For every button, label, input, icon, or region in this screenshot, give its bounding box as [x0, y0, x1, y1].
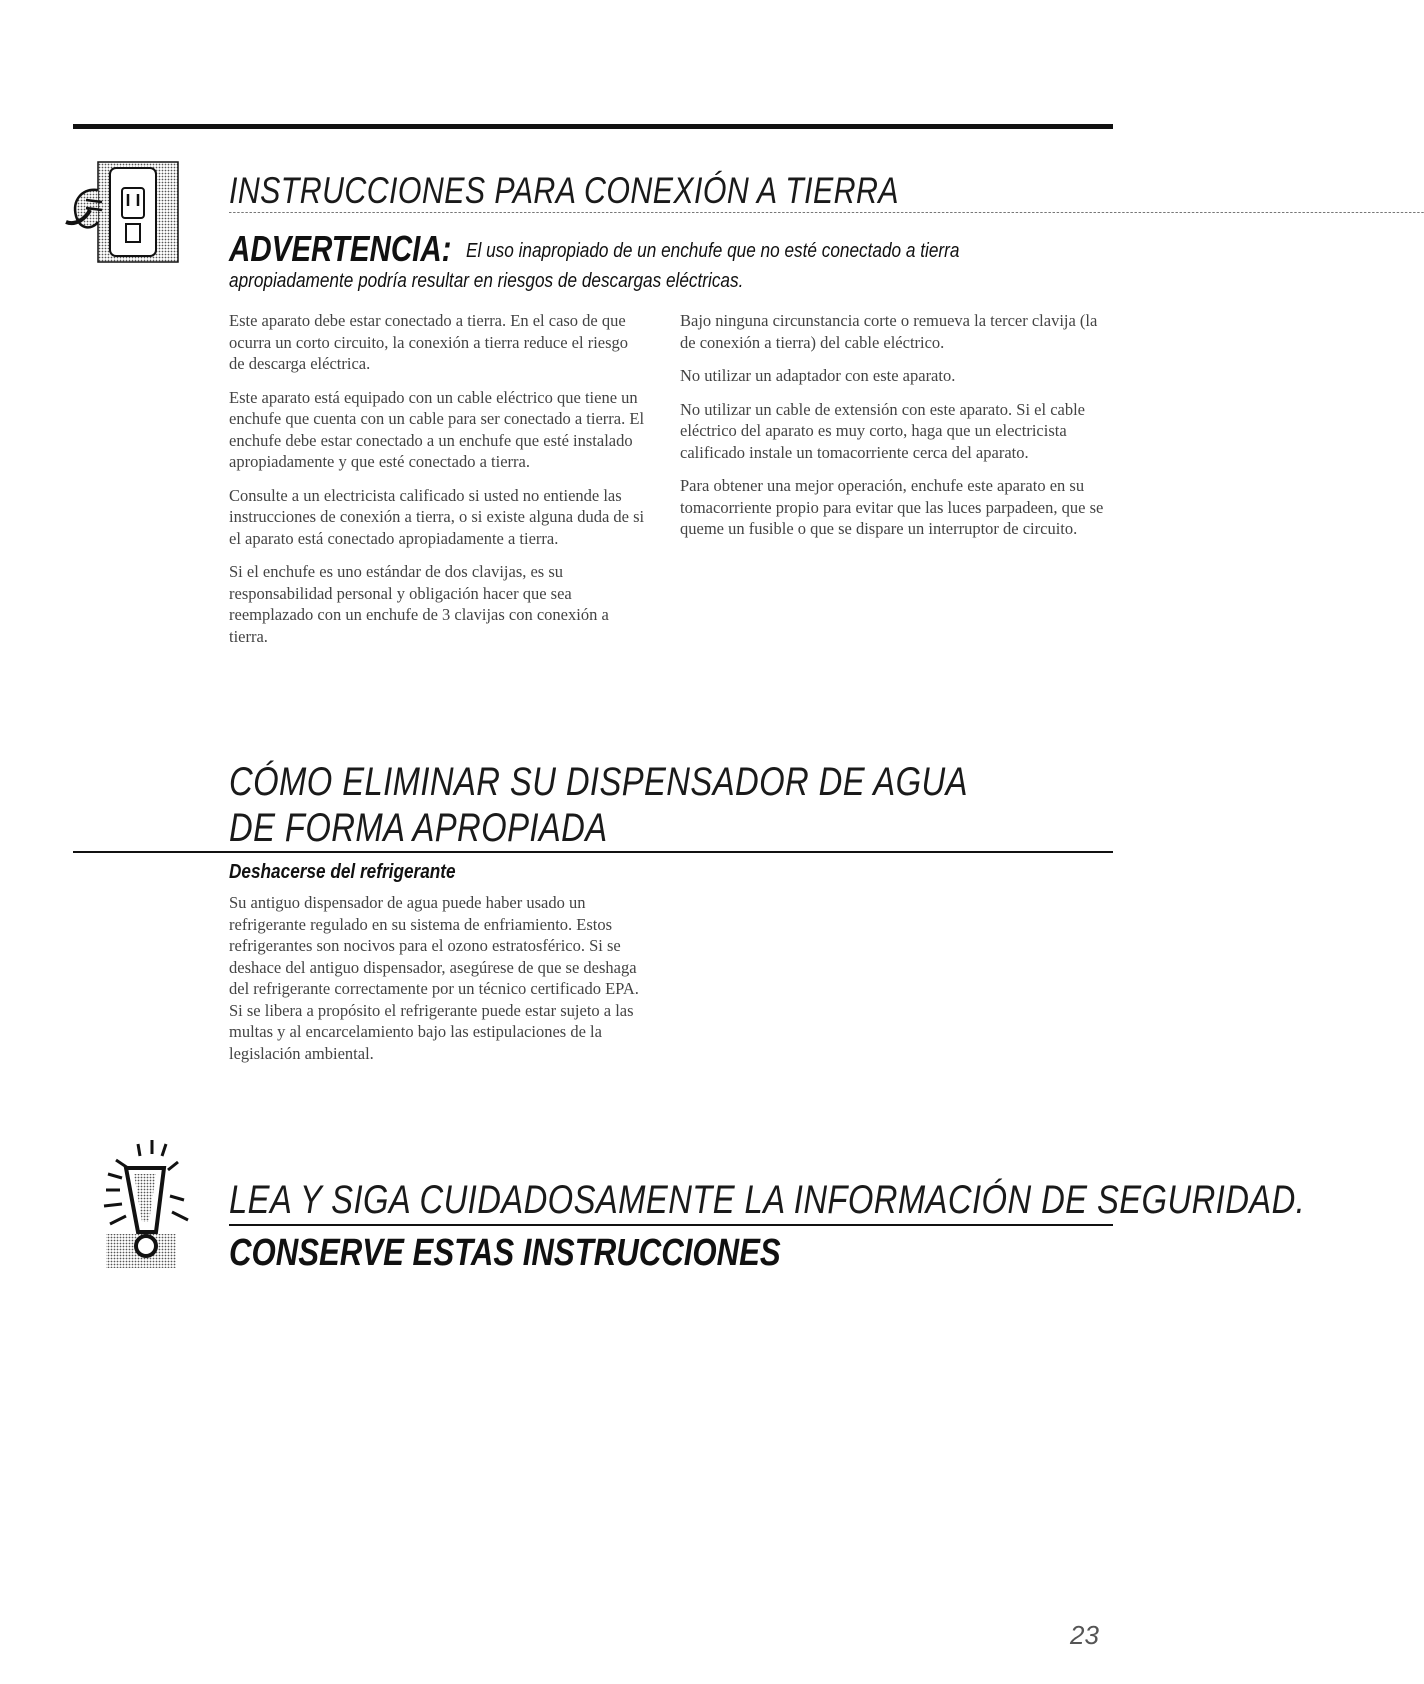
ground-left-column	[229, 310, 647, 659]
ground-paragraph: Para obtener una mejor operación, enchufe este aparato en su tomacorriente propio para evitar que las luces parpadeen, que se queme un fusible o que se dispare un interruptor de circuito.	[680, 476, 1104, 538]
disposal-column	[229, 892, 639, 1076]
ground-paragraph: No utilizar un cable de extensión con este aparato. Si el cable eléctrico del aparato es muy corto, haga que un electricista calificado instale un tomacorriente cerca del aparato.	[680, 399, 1086, 462]
disposal-title-line1: CÓMO ELIMINAR SU DISPENSADOR DE AGUA	[229, 760, 968, 804]
ground-paragraph: No utilizar un adaptador con este aparato.	[680, 366, 956, 385]
ground-paragraph: Consulte a un electricista calificado si usted no entiende las instrucciones de conexión a tierra, o si existe alguna duda de si el aparato está conectado apropiadamente a tierra.	[229, 485, 645, 548]
safety-rule	[229, 1224, 1113, 1226]
page-number: 23	[1070, 1620, 1099, 1650]
disposal-title-line2: DE FORMA APROPIADA	[229, 806, 608, 850]
ground-paragraph: Si el enchufe es uno estándar de dos clavijas, es su responsabilidad personal y obligación hacer que sea reemplazado con un enchufe de 3 clavijas con conexión a tierra.	[229, 562, 609, 646]
top-rule	[73, 124, 1113, 129]
ground-paragraph: Este aparato debe estar conectado a tierra. En el caso de que ocurra un corto circuito, la conexión a tierra reduce el riesgo de descarga eléctrica.	[229, 311, 629, 373]
warning-text-line1: El uso inapropiado de un enchufe que no esté conectado a tierra	[466, 240, 960, 262]
ground-paragraph: Este aparato está equipado con un cable eléctrico que tiene un enchufe que cuenta con un cable para ser conectado a tierra. El enchufe debe estar conectado a un enchufe que esté instalado apropiadamente y que esté conectado a tierra.	[229, 387, 645, 471]
disposal-rule	[73, 851, 1113, 853]
ground-instructions-title: INSTRUCCIONES PARA CONEXIÓN A TIERRA	[229, 170, 1424, 213]
disposal-subheading: Deshacerse del refrigerante	[229, 861, 456, 883]
disposal-paragraph: Su antiguo dispensador de agua puede haber usado un refrigerante regulado en su sistema de enfriamiento. Estos refrigerantes son nocivos para el ozono estratosférico. Si se deshace del antiguo dispensador, asegúrese de que se deshaga del refrigerante correctamente por un técnico certificado EPA. Si se libera a propósito el refrigerante puede estar sujeto a las multas y al encarcelamiento bajo las estipulaciones de la legislación ambiental.	[229, 893, 639, 1063]
safety-line1: LEA Y SIGA CUIDADOSAMENTE LA INFORMACIÓN DE SEGURIDAD.	[229, 1178, 1306, 1222]
grounded-plug-icon	[62, 160, 182, 270]
ground-paragraph: Bajo ninguna circunstancia corte o remueva la tercer clavija (la de conexión a tierra) del cable eléctrico.	[680, 311, 1098, 352]
warning-label: ADVERTENCIA:	[229, 228, 452, 269]
ground-right-column	[680, 310, 1112, 552]
warning-text-line2: apropiadamente podría resultar en riesgos de descargas eléctricas.	[229, 270, 744, 292]
safety-line2: CONSERVE ESTAS INSTRUCCIONES	[229, 1232, 781, 1274]
warning-icon	[86, 1140, 216, 1270]
